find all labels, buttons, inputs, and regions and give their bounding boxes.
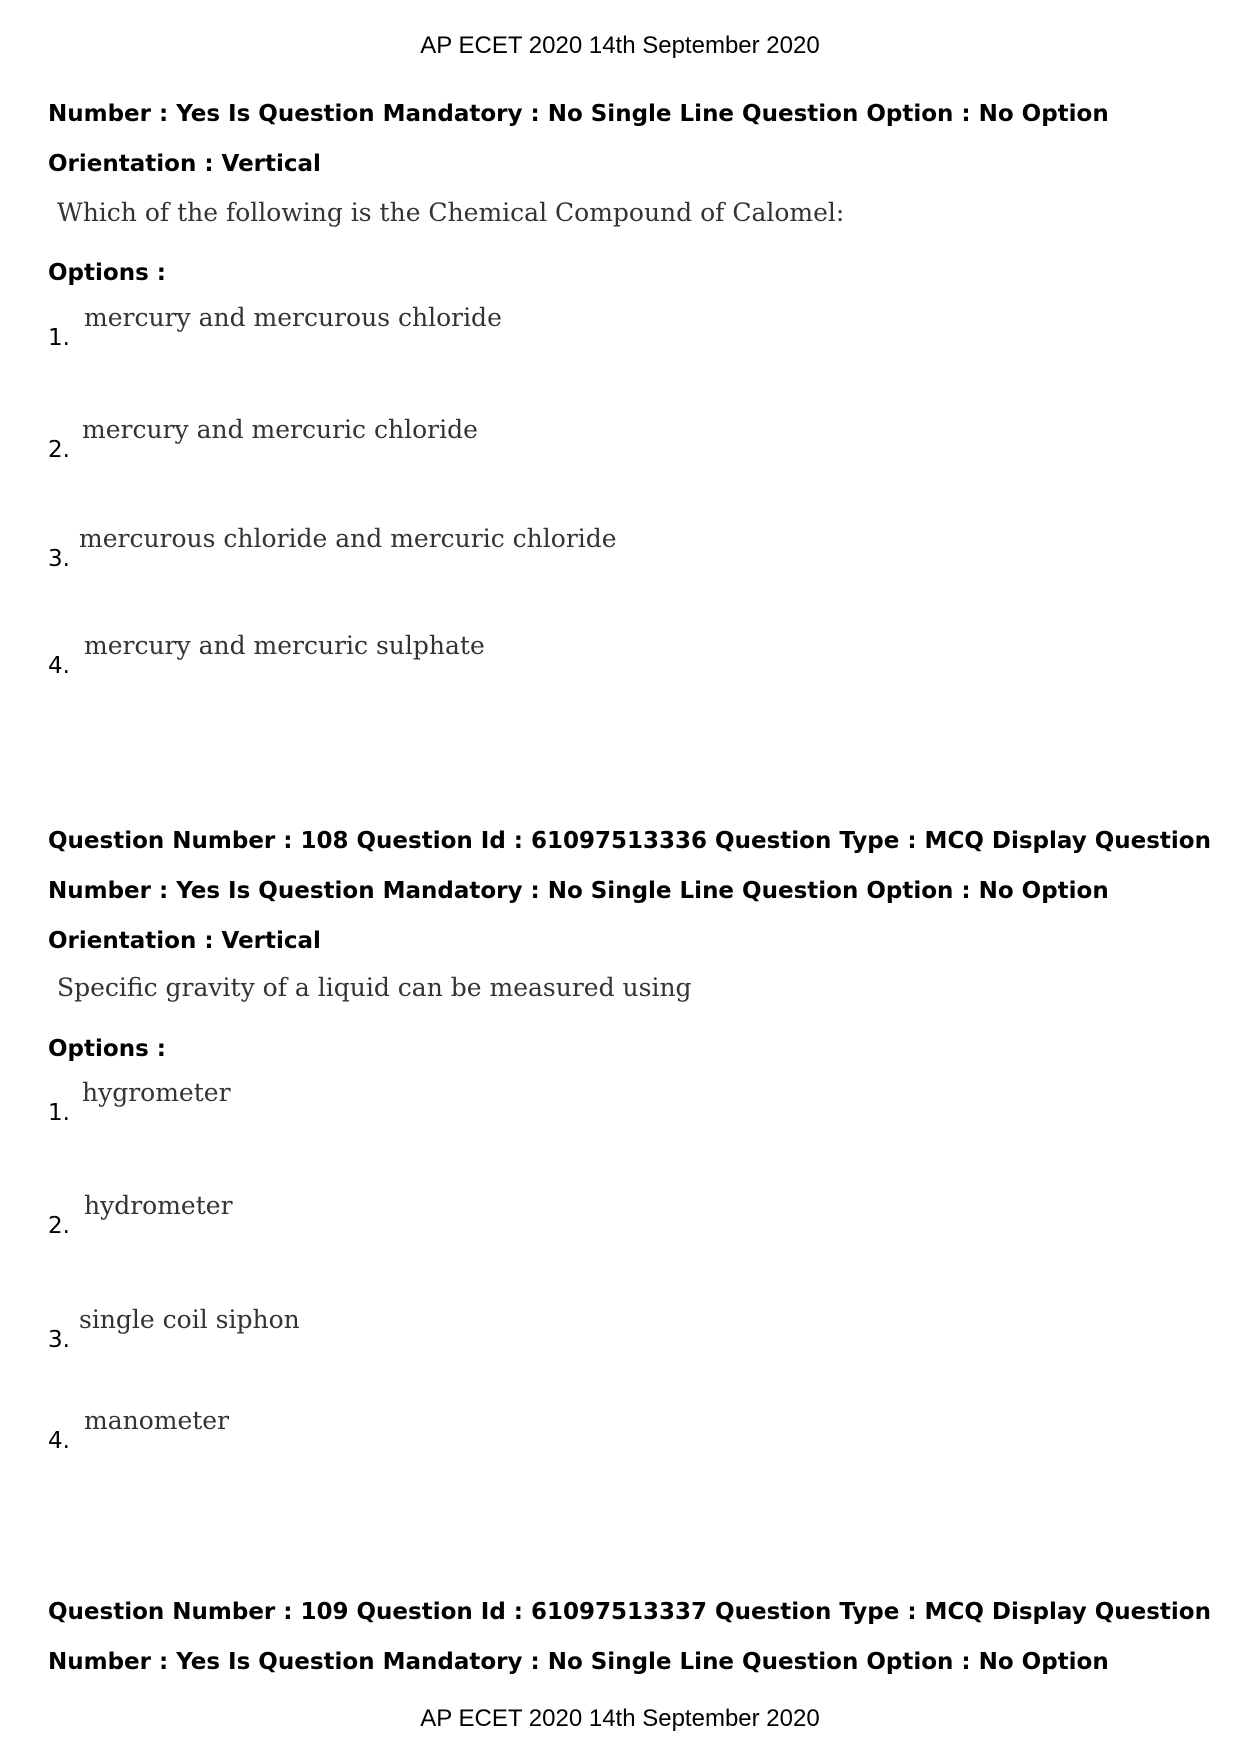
option-number: 3. <box>48 546 70 572</box>
option-text: hydrometer <box>84 1191 233 1220</box>
option-number: 4. <box>48 1428 70 1454</box>
q107-meta-line: Orientation : Vertical <box>48 151 321 177</box>
q108-meta-line: Number : Yes Is Question Mandatory : No Single Line Question Option : No Option <box>48 878 1109 904</box>
q107-meta-line: Number : Yes Is Question Mandatory : No Single Line Question Option : No Option <box>48 101 1109 127</box>
option-text: manometer <box>84 1406 230 1435</box>
q108-options-label: Options : <box>48 1036 166 1062</box>
option-number: 2. <box>48 1213 70 1239</box>
option-text: mercurous chloride and mercuric chloride <box>79 524 617 553</box>
q107-options-label: Options : <box>48 260 166 286</box>
q107-question-text: Which of the following is the Chemical Compound of Calomel: <box>57 198 845 227</box>
option-text: mercury and mercuric sulphate <box>84 631 485 660</box>
option-number: 3. <box>48 1327 70 1353</box>
option-number: 2. <box>48 437 70 463</box>
page-header: AP ECET 2020 14th September 2020 <box>420 32 820 59</box>
q109-meta <box>48 1587 1211 1687</box>
option-number: 4. <box>48 653 70 679</box>
option-text: mercury and mercurous chloride <box>84 303 502 332</box>
q107-meta <box>48 89 1109 189</box>
option-text: single coil siphon <box>79 1305 300 1334</box>
option-text: mercury and mercuric chloride <box>82 415 478 444</box>
option-number: 1. <box>48 325 70 351</box>
q108-question-text: Specific gravity of a liquid can be measured using <box>57 973 692 1002</box>
q108-meta-line: Orientation : Vertical <box>48 928 321 954</box>
option-number: 1. <box>48 1100 70 1126</box>
q109-meta-line: Question Number : 109 Question Id : 61097513337 Question Type : MCQ Display Question <box>48 1599 1211 1625</box>
q108-meta-line: Question Number : 108 Question Id : 61097513336 Question Type : MCQ Display Question <box>48 828 1211 854</box>
q109-meta-line: Number : Yes Is Question Mandatory : No Single Line Question Option : No Option <box>48 1649 1109 1675</box>
q108-meta <box>48 816 1211 966</box>
page-footer: AP ECET 2020 14th September 2020 <box>420 1705 820 1732</box>
option-text: hygrometer <box>82 1078 231 1107</box>
